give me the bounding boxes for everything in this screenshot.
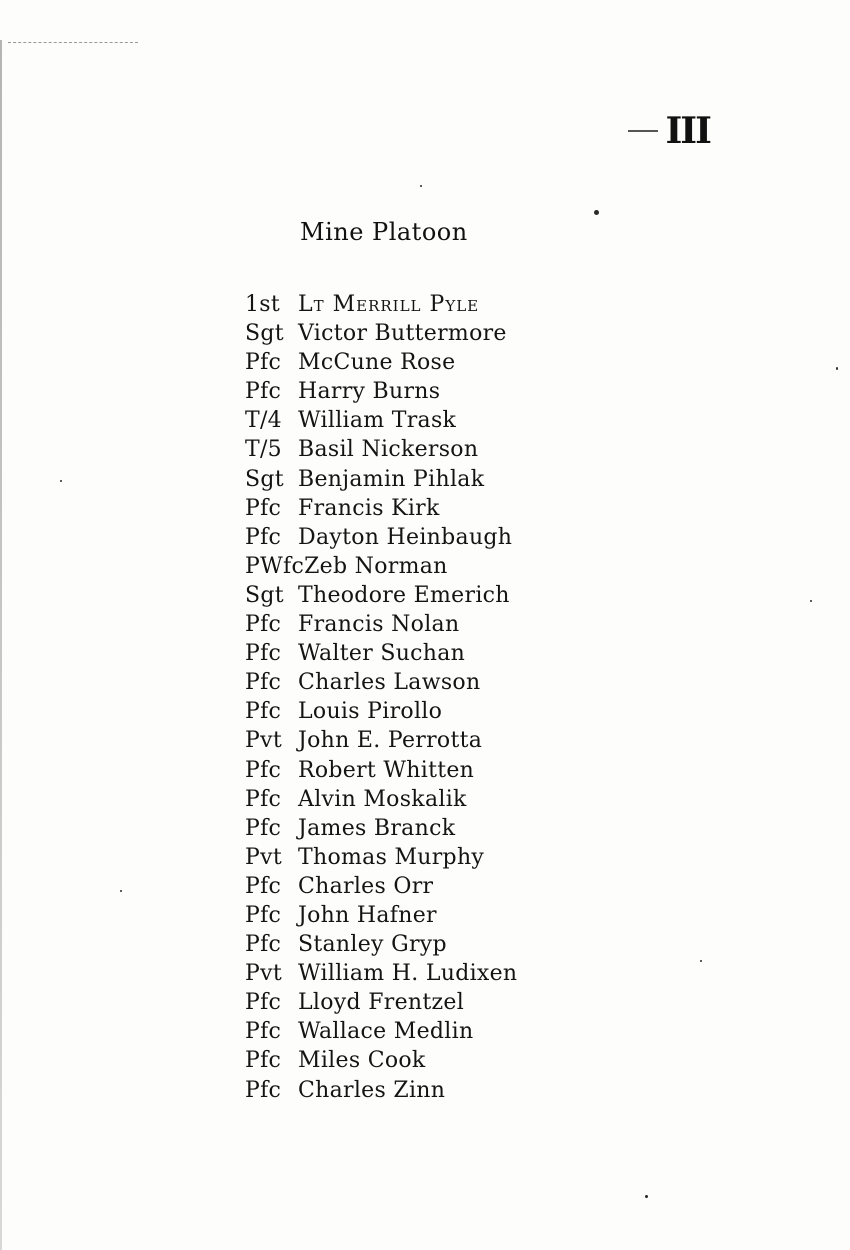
roster-entry [245,494,517,523]
roster-rank: T/4 [245,408,282,434]
roster-rank: Sgt [245,321,284,347]
roster-entry [245,901,517,930]
roster-name: John Hafner [298,902,437,928]
roster-entry [245,843,517,872]
roster-name: William Trask [298,408,457,434]
scan-speck [810,600,812,602]
roster-name: Lt Merrill Pyle [298,292,480,317]
scan-speck [420,185,422,187]
roster-rank: Pfc [245,990,282,1016]
roster-rank: Pfc [245,670,282,696]
scan-speck [645,1195,648,1198]
roster-rank: Pfc [245,641,282,667]
roster-name: Walter Suchan [298,641,466,667]
roster-rank: Pfc [245,699,282,725]
roster-rank: Pfc [245,902,282,928]
scan-speck [60,480,62,482]
roster-rank: Pfc [245,379,282,405]
roster-rank: Pfc [245,815,282,841]
roster-name: Charles Orr [298,873,434,899]
scan-speck [120,890,122,892]
roster-rank: Sgt [245,582,284,608]
roster-rank: Pvt [245,728,282,754]
roster-entry [245,523,517,552]
roster-rank: Pfc [245,495,282,521]
roster-entry [245,668,517,697]
roster-entry [245,581,517,610]
page-edge-shadow [0,40,2,1250]
roster-entry [245,814,517,843]
roster-entry [245,406,517,435]
roster-name: Louis Pirollo [298,699,443,725]
roster-name: William H. Ludixen [298,961,518,987]
roster-name: Dayton Heinbaugh [298,524,513,550]
roster-name: Basil Nickerson [298,437,479,463]
roster-name: James Branck [298,815,456,841]
roster-name: Benjamin Pihlak [298,466,485,492]
roster-rank: 1st [245,292,281,317]
roster-rank: Pfc [245,757,282,783]
roster-entry [245,1076,517,1105]
roster-name: Theodore Emerich [298,582,510,608]
roster-name: Miles Cook [298,1048,426,1074]
roster-entry [245,1017,517,1046]
scan-artifact-line [8,42,138,43]
roster-name: Zeb Norman [304,553,448,579]
roster-name: Stanley Gryp [298,932,447,958]
roster-name: Thomas Murphy [298,844,485,870]
roster-name: John E. Perrotta [298,728,483,754]
roster-entry [245,552,517,581]
roster-rank: Pfc [245,932,282,958]
roster-name: Victor Buttermore [298,321,507,347]
roster-entry [245,639,517,668]
roster-entry [245,756,517,785]
roster-entry [245,435,517,464]
roster-rank: Pfc [245,1077,282,1103]
roster-rank: Pvt [245,961,282,987]
page-number: III [665,110,710,152]
roster-rank: Pfc [245,1048,282,1074]
roster-rank: Pfc [245,873,282,899]
roster-entry [245,377,517,406]
roster-entry [245,290,517,319]
roster-rank: Pfc [245,1019,282,1045]
roster-name: Robert Whitten [298,757,475,783]
roster-rank: Sgt [245,466,284,492]
roster-rank: T/5 [245,437,282,463]
roster-entry [245,872,517,901]
roster-name: Alvin Moskalik [298,786,467,812]
roster-name: Charles Lawson [298,670,481,696]
roster-entry [245,1046,517,1075]
scan-speck [594,210,599,215]
roster-entry [245,319,517,348]
scan-speck [836,367,838,370]
roster-entry [245,959,517,988]
roster-name: Wallace Medlin [298,1019,474,1045]
roster-entry [245,785,517,814]
roster-entry [245,988,517,1017]
roster-name: Lloyd Frentzel [298,990,465,1016]
roster-rank: Pfc [245,350,282,376]
page-number-dash [628,130,658,132]
roster-name: McCune Rose [298,350,456,376]
scan-speck [700,960,702,962]
roster-entry [245,726,517,755]
roster-rank: Pfc [245,786,282,812]
roster-name: Harry Burns [298,379,441,405]
section-title: Mine Platoon [300,218,468,246]
roster-entry [245,697,517,726]
roster-rank: PWfc [245,553,305,579]
roster-entry [245,465,517,494]
roster-name: Francis Nolan [298,612,460,638]
roster-rank: Pfc [245,612,282,638]
roster-entry [245,348,517,377]
roster-rank: Pfc [245,524,282,550]
roster-rank: Pvt [245,844,282,870]
roster-name: Charles Zinn [298,1077,446,1103]
roster-entry [245,610,517,639]
roster-list [245,290,517,1105]
roster-name: Francis Kirk [298,495,440,521]
roster-entry [245,930,517,959]
